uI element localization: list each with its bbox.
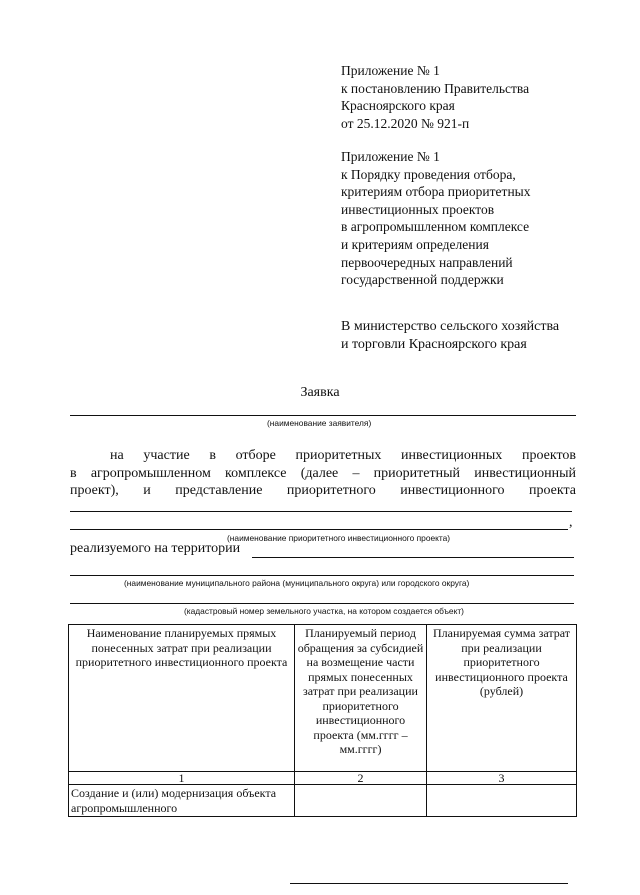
column-number: 1 [69,772,295,785]
appendix-line: Приложение № 1 [341,63,440,78]
document-title: Заявка [300,385,340,400]
header-amount-text: Планируемая сумма затрат при реализации приоритетного инвестиционного проекта (рублей) [432,626,571,698]
cost-name-cell: Создание и (или) модернизация объекта агропромышленного [69,785,295,817]
cadastral-caption: (кадастровый номер земельного участка, на котором создается объект) [184,606,464,616]
project-name-field[interactable] [70,511,572,512]
appendix-line: к Порядку проведения отбора, [341,166,516,182]
paragraph-line: в агропромышленном комплексе (далее – приоритетный инвестиционный [70,465,576,481]
header-period-text: Планируемый период обращения за субсидией на возмещение части прямых понесенных затрат при реализации приоритетного инвестиционного проекта (мм.гггг – мм.гггг) [297,626,424,756]
column-number: 2 [295,772,427,785]
application-paragraph [70,447,576,500]
header-period [295,625,427,772]
header-cost-name [69,625,295,772]
applicant-caption: (наименование заявителя) [267,418,372,428]
header-cost-name-text: Наименование планируемых прямых понесенных затрат при реализации приоритетного инвестиционного проекта [75,626,288,669]
appendix-government-resolution [341,62,529,132]
district-caption: (наименование муниципального района (муниципального округа) или городского округа) [124,578,470,588]
table-header-row [69,625,577,772]
appendix-line: Приложение № 1 [341,149,440,164]
cadastral-number-field[interactable] [70,603,574,604]
header-amount [427,625,577,772]
column-number: 3 [427,772,577,785]
table-number-row [69,772,577,785]
territory-field[interactable] [252,557,574,558]
project-name-comma: , [569,515,573,530]
appendix-line: к постановлению Правительства [341,80,530,96]
project-caption: (наименование приоритетного инвестиционного проекта) [227,533,451,543]
appendix-line: инвестиционных проектов [341,201,495,217]
appendix-line: государственной поддержки [341,272,504,288]
territory-label: реализуемого на территории [70,541,241,556]
appendix-line: от 25.12.2020 № 921-п [341,115,470,131]
footnote-divider [290,883,568,884]
amount-cell[interactable] [427,785,577,817]
paragraph-line: проект), и представление приоритетного инвестиционного проекта [70,483,576,499]
appendix-line: и критериям определения [341,236,489,252]
appendix-line: Красноярского края [341,98,455,114]
applicant-name-field[interactable] [70,415,576,416]
table-row [69,785,577,817]
appendix-procedure [341,148,531,289]
appendix-line: в агропромышленном комплексе [341,219,530,235]
addressee-line: В министерство сельского хозяйства [341,319,560,334]
project-name-field-2[interactable] [70,529,568,530]
territory-field-2[interactable] [70,575,574,576]
addressee-line: и торговли Красноярского края [341,336,527,352]
addressee [341,318,559,353]
appendix-line: первоочередных направлений [341,254,513,270]
appendix-line: критериям отбора приоритетных [341,184,531,200]
planned-costs-table [68,624,577,817]
period-cell[interactable] [295,785,427,817]
paragraph-line: на участие в отборе приоритетных инвестиционных проектов [110,448,576,463]
